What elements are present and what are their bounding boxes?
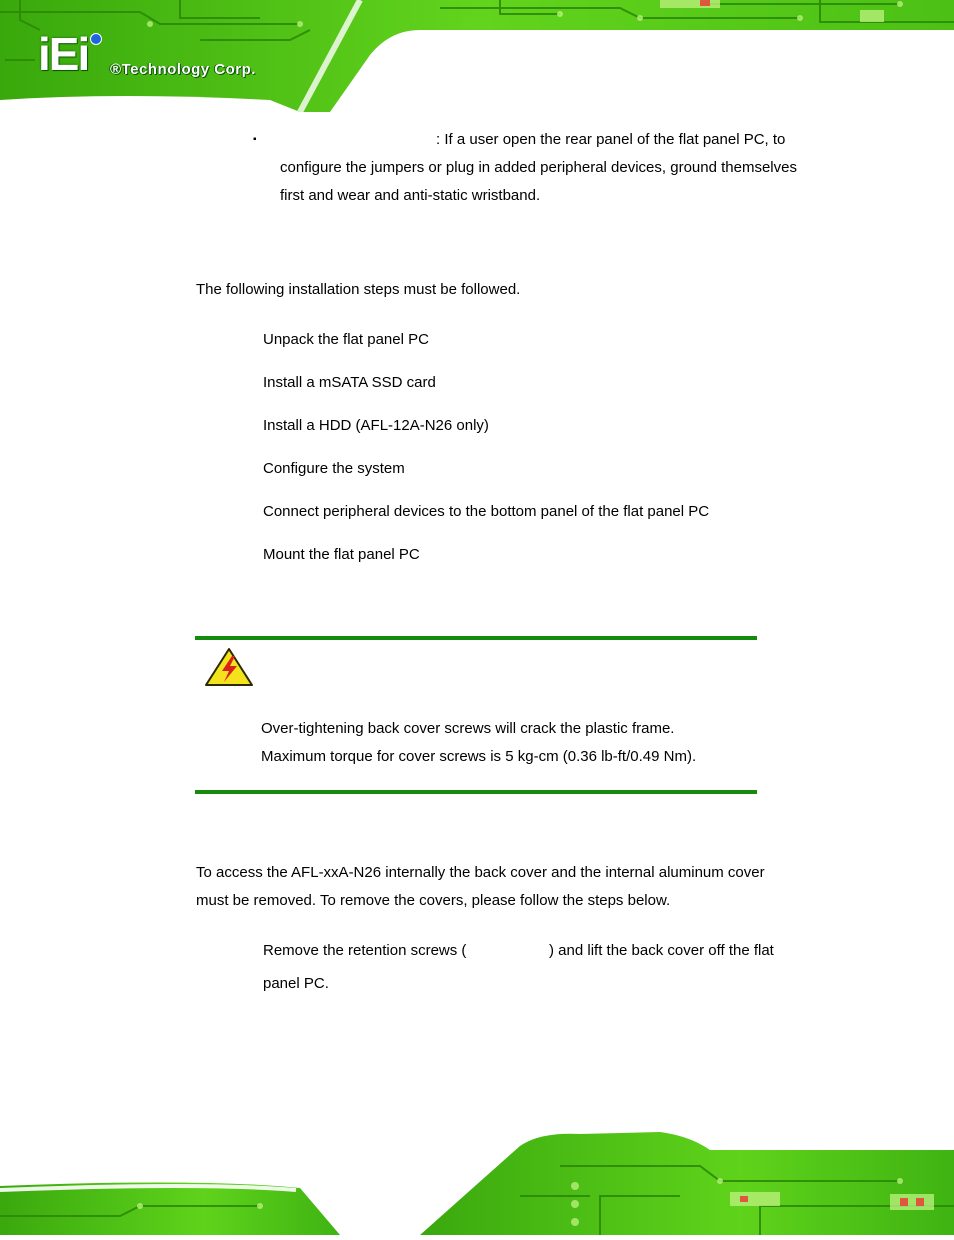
logo-dot-icon	[90, 33, 102, 45]
access-paragraph-line-2: must be removed. To remove the covers, please follow the steps below.	[196, 892, 671, 909]
circuit-board-footer-graphic	[0, 1126, 954, 1235]
bullet-line-3: first and wear and anti-static wristband.	[280, 187, 541, 204]
company-logo-text: ®Technology Corp.	[110, 61, 256, 78]
bullet-line-2: configure the jumpers or plug in added peripheral devices, ground themselves	[280, 159, 797, 176]
company-logo-mark: iEi	[38, 28, 89, 80]
warning-top-rule	[195, 636, 757, 640]
remove-step-line-2: panel PC.	[263, 975, 329, 992]
step-item: Connect peripheral devices to the bottom panel of the flat panel PC	[263, 503, 710, 520]
remove-step-part-2: ) and lift the back cover off the flat	[549, 942, 774, 959]
circuit-board-header-graphic	[0, 0, 954, 112]
warning-text-line-1: Over-tightening back cover screws will crack the plastic frame.	[261, 720, 675, 737]
step-item: Install a mSATA SSD card	[263, 374, 436, 391]
access-paragraph-line-1: To access the AFL-xxA-N26 internally the back cover and the internal aluminum cover	[196, 864, 765, 881]
warning-bottom-rule	[195, 790, 757, 794]
step-item: Unpack the flat panel PC	[263, 331, 429, 348]
warning-lightning-icon	[203, 646, 255, 688]
step-item: Install a HDD (AFL-12A-N26 only)	[263, 417, 489, 434]
page-footer	[0, 1126, 954, 1235]
intro-paragraph: The following installation steps must be followed.	[196, 281, 521, 298]
page-header	[0, 0, 954, 112]
step-item: Mount the flat panel PC	[263, 546, 420, 563]
step-item: Configure the system	[263, 460, 405, 477]
bullet-line-1: : If a user open the rear panel of the flat panel PC, to	[436, 131, 786, 148]
warning-text-line-2: Maximum torque for cover screws is 5 kg-cm (0.36 lb-ft/0.49 Nm).	[261, 748, 697, 765]
remove-step-part-1: Remove the retention screws (	[263, 942, 467, 959]
bullet-marker: ▪	[253, 134, 257, 145]
